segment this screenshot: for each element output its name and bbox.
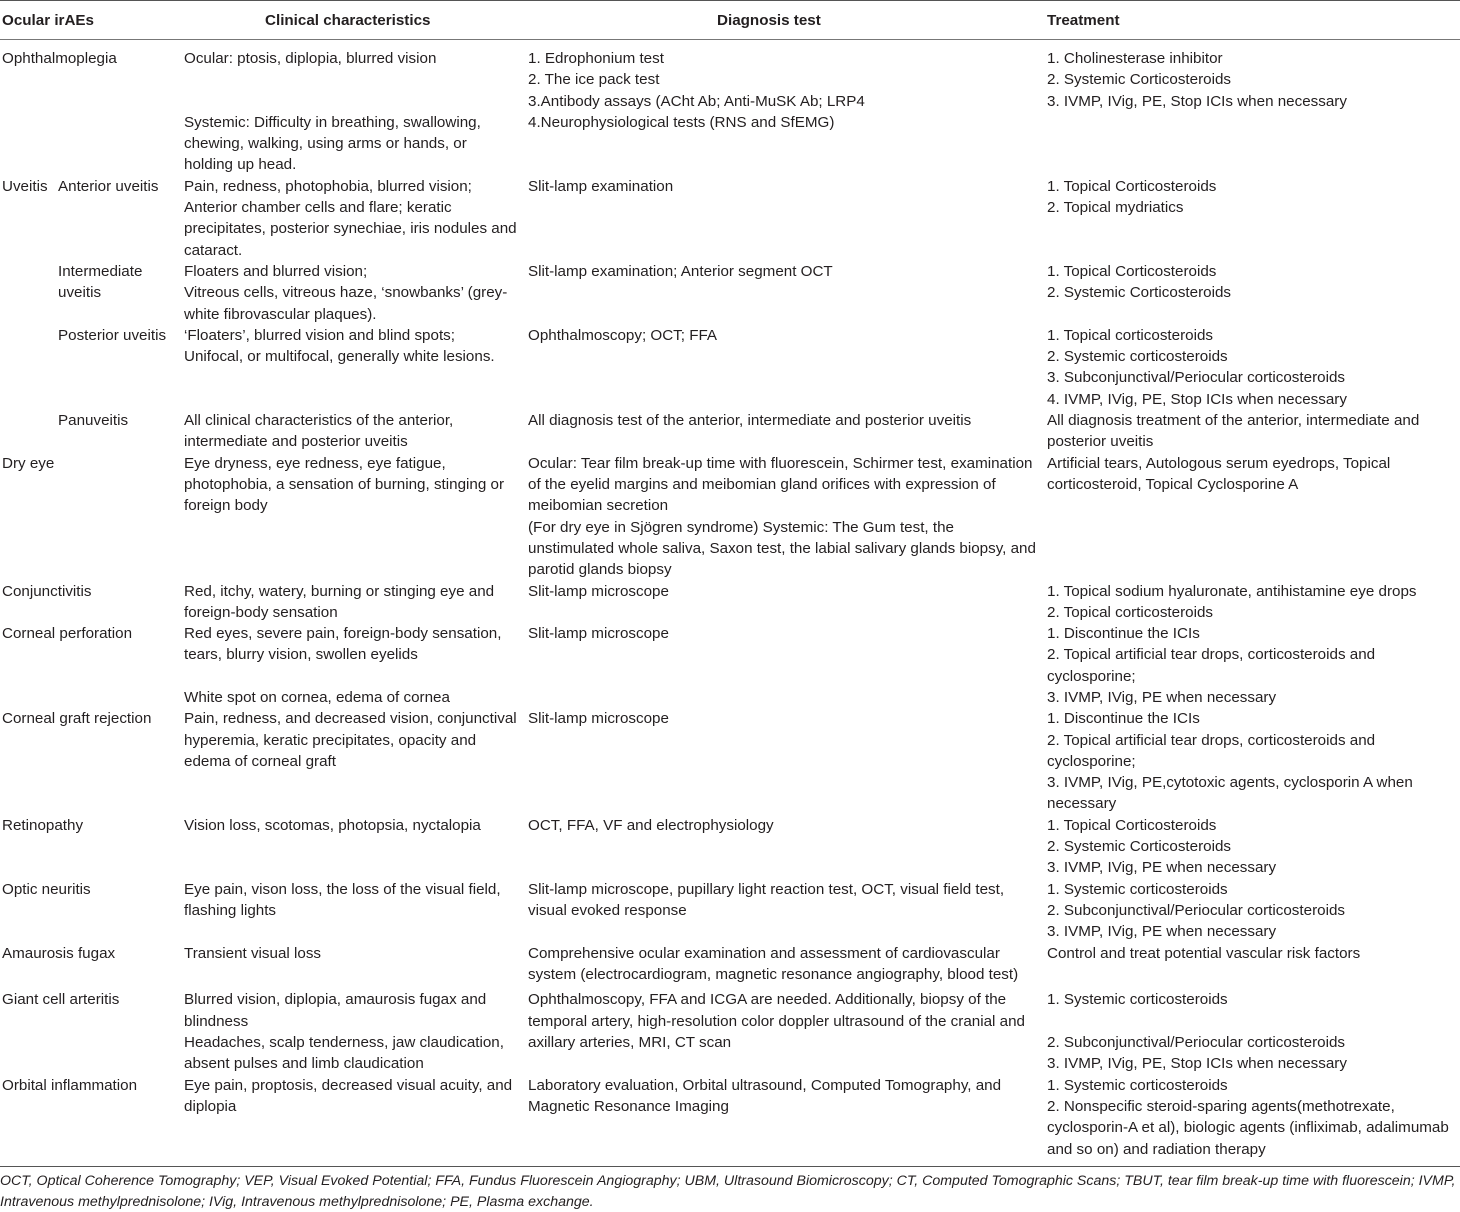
table-cell-r11c2 (184, 879, 501, 922)
table-cell-r7c4 (1047, 581, 1417, 624)
cell-line: Eye dryness, eye redness, eye fatigue, (184, 453, 504, 474)
cell-line: edema of corneal graft (184, 751, 517, 772)
table-cell-r6c2 (184, 453, 504, 517)
cell-line: 2. Systemic Corticosteroids (1047, 282, 1231, 303)
cell-line: holding up head. (184, 154, 481, 175)
cell-line: 1. Cholinesterase inhibitor (1047, 48, 1347, 69)
cell-line: 3. IVMP, IVig, PE,cytotoxic agents, cyclosporin A when (1047, 772, 1413, 793)
cell-line: 2. Systemic Corticosteroids (1047, 69, 1347, 90)
table-cell-r1c3 (528, 48, 865, 133)
table-cell-r4c3 (528, 325, 717, 346)
table-cell-r5c1b (58, 410, 128, 431)
cell-line: All clinical characteristics of the anterior, (184, 410, 453, 431)
cell-line: White spot on cornea, edema of cornea (184, 687, 450, 708)
cell-line: 2. Nonspecific steroid-sparing agents(methotrexate, (1047, 1096, 1449, 1117)
cell-line: Ophthalmoplegia (2, 48, 117, 69)
cell-line: white fibrovascular plaques). (184, 304, 507, 325)
cell-line: Slit-lamp examination (528, 176, 673, 197)
table-cell-r5c4 (1047, 410, 1419, 453)
cell-line: ‘Floaters’, blurred vision and blind spots; (184, 325, 495, 346)
table-cell-r14c2 (184, 1075, 512, 1118)
table-cell-r2c1b (58, 176, 158, 197)
cell-line: Headaches, scalp tenderness, jaw claudication, (184, 1032, 504, 1053)
table-cell-r9c3 (528, 708, 669, 729)
cell-line: Artificial tears, Autologous serum eyedrops, Topical (1047, 453, 1390, 474)
table-cell-r2c1 (2, 176, 48, 197)
cell-line: 1. Discontinue the ICIs (1047, 623, 1375, 644)
cell-line: 3. IVMP, IVig, PE when necessary (1047, 921, 1345, 942)
cell-line: Transient visual loss (184, 943, 321, 964)
table-cell-r10c3 (528, 815, 774, 836)
cell-line: blindness (184, 1011, 504, 1032)
cell-line: OCT, FFA, VF and electrophysiology (528, 815, 774, 836)
cell-line: Corneal graft rejection (2, 708, 151, 729)
cell-line: Red, itchy, watery, burning or stinging eye and (184, 581, 494, 602)
cell-line: Control and treat potential vascular risk factors (1047, 943, 1360, 964)
cell-line: 1. Systemic corticosteroids (1047, 879, 1345, 900)
cell-line: 1. Discontinue the ICIs (1047, 708, 1413, 729)
table-cell-r14c4 (1047, 1075, 1449, 1160)
cell-line: photophobia, a sensation of burning, stinging or (184, 474, 504, 495)
cell-line: unstimulated whole saliva, Saxon test, the labial salivary glands biopsy, and (528, 538, 1036, 559)
cell-line: Posterior uveitis (58, 325, 166, 346)
cell-line: chewing, walking, using arms or hands, or (184, 133, 481, 154)
table-cell-r8c3 (528, 623, 669, 644)
table-cell-r7c3 (528, 581, 669, 602)
cell-line: 3. Subconjunctival/Periocular corticosteroids (1047, 367, 1347, 388)
cell-line: Conjunctivitis (2, 581, 91, 602)
cell-line: 4.Neurophysiological tests (RNS and SfEMG) (528, 112, 865, 133)
footnote-line: OCT, Optical Coherence Tomography; VEP, Visual Evoked Potential; FFA, Fundus Fluorescein Angiography; UBM, Ultrasound Biomicroscopy; CT, Computed Tomographic Scans; TBUT, tear film break-up time with fluorescein; IVMP, (0, 1171, 1460, 1192)
cell-line: All diagnosis treatment of the anterior, intermediate and (1047, 410, 1419, 431)
table-cell-r7c1 (2, 581, 91, 602)
table-footnote (0, 1171, 1460, 1212)
cell-line: Systemic: Difficulty in breathing, swallowing, (184, 112, 481, 133)
cell-line: 1. Systemic corticosteroids (1047, 989, 1228, 1010)
cell-line: foreign body (184, 495, 504, 516)
table-cell-r10c4 (1047, 815, 1276, 879)
cell-line: Vitreous cells, vitreous haze, ‘snowbanks’ (grey- (184, 282, 507, 303)
table-cell-r13c4 (1047, 989, 1228, 1010)
table-cell-r1c2 (184, 48, 436, 69)
cell-line: Dry eye (2, 453, 54, 474)
table-cell-r8c2 (184, 623, 501, 666)
table-cell-r6c3 (528, 453, 1036, 581)
cell-line: Ophthalmoscopy, FFA and ICGA are needed. Additionally, biopsy of the (528, 989, 1025, 1010)
footnote-line: Intravenous methylprednisolone; IVig, Intravenous methylprednisolone; PE, Plasma exchange. (0, 1192, 1460, 1212)
cell-line: Slit-lamp microscope (528, 623, 669, 644)
table-cell-r2c4 (1047, 176, 1216, 219)
cell-line: diplopia (184, 1096, 512, 1117)
cell-line: 3. IVMP, IVig, PE, Stop ICIs when necessary (1047, 91, 1347, 112)
cell-line: Slit-lamp microscope (528, 708, 669, 729)
table-cell-r3c3 (528, 261, 833, 282)
table-cell-r7c2 (184, 581, 494, 624)
table-cell-r11c3 (528, 879, 1004, 922)
table-cell-r6c4 (1047, 453, 1390, 496)
table-header-row (0, 0, 1460, 40)
table-cell-r12c4 (1047, 943, 1360, 964)
cell-line: 2. Systemic Corticosteroids (1047, 836, 1276, 857)
cell-line: Uveitis (2, 176, 48, 197)
cell-line: Orbital inflammation (2, 1075, 137, 1096)
cell-line: Pain, redness, and decreased vision, conjunctival (184, 708, 517, 729)
cell-line: visual evoked response (528, 900, 1004, 921)
cell-line: absent pulses and limb claudication (184, 1053, 504, 1074)
table-cell-r4c4 (1047, 325, 1347, 410)
header-diagnosis-test: Diagnosis test (717, 10, 821, 31)
cell-line: cyclosporin-A et al), biologic agents (infliximab, adalimumab (1047, 1117, 1449, 1138)
table-cell-r4c1b (58, 325, 166, 346)
table-cell-r13c2 (184, 989, 504, 1074)
cell-line: (For dry eye in Sjögren syndrome) Systemic: The Gum test, the (528, 517, 1036, 538)
cell-line: system (electrocardiogram, magnetic resonance angiography, blood test) (528, 964, 1018, 985)
table-cell-r3c4 (1047, 261, 1231, 304)
table-cell-r8c4 (1047, 623, 1375, 708)
table-cell-r10c2 (184, 815, 481, 836)
cell-line: Retinopathy (2, 815, 83, 836)
cell-line: Red eyes, severe pain, foreign-body sensation, (184, 623, 501, 644)
cell-line: 2. Topical mydriatics (1047, 197, 1216, 218)
cell-line: Intermediate (58, 261, 142, 282)
cell-line: Eye pain, proptosis, decreased visual acuity, and (184, 1075, 512, 1096)
table-cell-r12c3 (528, 943, 1018, 986)
cell-line: 3. IVMP, IVig, PE when necessary (1047, 857, 1276, 878)
table-cell-r13c3 (528, 989, 1025, 1053)
table-cell-r13c4b (1047, 1032, 1347, 1075)
table-cell-r5c3 (528, 410, 971, 431)
cell-line: cyclosporine; (1047, 666, 1375, 687)
cell-line: 2. Topical artificial tear drops, corticosteroids and (1047, 730, 1413, 751)
cell-line: 1. Edrophonium test (528, 48, 865, 69)
cell-line: cataract. (184, 240, 517, 261)
cell-line: Optic neuritis (2, 879, 91, 900)
cell-line: Giant cell arteritis (2, 989, 119, 1010)
table-cell-r14c3 (528, 1075, 1001, 1118)
cell-line: Slit-lamp microscope (528, 581, 669, 602)
table-cell-r2c3 (528, 176, 673, 197)
cell-line: 1. Topical corticosteroids (1047, 325, 1347, 346)
cell-line: Ophthalmoscopy; OCT; FFA (528, 325, 717, 346)
cell-line: 2. Subconjunctival/Periocular corticosteroids (1047, 1032, 1347, 1053)
cell-line: Unifocal, or multifocal, generally white lesions. (184, 346, 495, 367)
cell-line: of the eyelid margins and meibomian gland orifices with expression of (528, 474, 1036, 495)
cell-line: Ocular: Tear film break-up time with fluorescein, Schirmer test, examination (528, 453, 1036, 474)
cell-line: Slit-lamp microscope, pupillary light reaction test, OCT, visual field test, (528, 879, 1004, 900)
cell-line: 3. IVMP, IVig, PE when necessary (1047, 687, 1375, 708)
table-cell-r13c1 (2, 989, 119, 1010)
cell-line: Panuveitis (58, 410, 128, 431)
table-cell-r12c2 (184, 943, 321, 964)
table-cell-r6c1 (2, 453, 54, 474)
cell-line: Laboratory evaluation, Orbital ultrasound, Computed Tomography, and (528, 1075, 1001, 1096)
table-cell-r4c2 (184, 325, 495, 368)
cell-line: 2. Topical corticosteroids (1047, 602, 1417, 623)
cell-line: Anterior chamber cells and flare; keratic (184, 197, 517, 218)
cell-line: foreign-body sensation (184, 602, 494, 623)
cell-line: 1. Topical sodium hyaluronate, antihistamine eye drops (1047, 581, 1417, 602)
cell-line: intermediate and posterior uveitis (184, 431, 453, 452)
table-cell-r12c1 (2, 943, 115, 964)
header-ocular-iraes: Ocular irAEs (2, 10, 94, 31)
cell-line: 4. IVMP, IVig, PE, Stop ICIs when necessary (1047, 389, 1347, 410)
table-cell-r8c1 (2, 623, 132, 644)
table-cell-r3c1b (58, 261, 142, 304)
cell-line: Eye pain, vison loss, the loss of the visual field, (184, 879, 501, 900)
cell-line: Amaurosis fugax (2, 943, 115, 964)
table-cell-r11c4 (1047, 879, 1345, 943)
table-cell-r9c1 (2, 708, 151, 729)
cell-line: Corneal perforation (2, 623, 132, 644)
table-cell-r11c1 (2, 879, 91, 900)
cell-line: temporal artery, high-resolution color doppler ultrasound of the cranial and (528, 1011, 1025, 1032)
cell-line: axillary arteries, MRI, CT scan (528, 1032, 1025, 1053)
cell-line: Ocular: ptosis, diplopia, blurred vision (184, 48, 436, 69)
table-cell-r3c2 (184, 261, 507, 325)
cell-line: necessary (1047, 793, 1413, 814)
cell-line: Comprehensive ocular examination and assessment of cardiovascular (528, 943, 1018, 964)
cell-line: meibomian secretion (528, 495, 1036, 516)
cell-line: Floaters and blurred vision; (184, 261, 507, 282)
cell-line: 1. Topical Corticosteroids (1047, 261, 1231, 282)
cell-line: 1. Systemic corticosteroids (1047, 1075, 1449, 1096)
header-clinical-characteristics: Clinical characteristics (265, 10, 430, 31)
table-cell-r2c2 (184, 176, 517, 261)
table-cell-r1c1 (2, 48, 117, 69)
table-bottom-rule (0, 1166, 1460, 1167)
cell-line: Anterior uveitis (58, 176, 158, 197)
cell-line: 2. Topical artificial tear drops, corticosteroids and (1047, 644, 1375, 665)
cell-line: Blurred vision, diplopia, amaurosis fugax and (184, 989, 504, 1010)
cell-line: posterior uveitis (1047, 431, 1419, 452)
cell-line: Slit-lamp examination; Anterior segment OCT (528, 261, 833, 282)
cell-line: 1. Topical Corticosteroids (1047, 815, 1276, 836)
cell-line: 3. IVMP, IVig, PE, Stop ICIs when necessary (1047, 1053, 1347, 1074)
table-cell-r1c2b (184, 112, 481, 176)
cell-line: flashing lights (184, 900, 501, 921)
cell-line: tears, blurry vision, swollen eyelids (184, 644, 501, 665)
table-cell-r9c2 (184, 708, 517, 772)
table-cell-r8c2b (184, 687, 450, 708)
cell-line: 1. Topical Corticosteroids (1047, 176, 1216, 197)
cell-line: Vision loss, scotomas, photopsia, nyctalopia (184, 815, 481, 836)
cell-line: All diagnosis test of the anterior, intermediate and posterior uveitis (528, 410, 971, 431)
cell-line: cyclosporine; (1047, 751, 1413, 772)
cell-line: corticosteroid, Topical Cyclosporine A (1047, 474, 1390, 495)
cell-line: hyperemia, keratic precipitates, opacity and (184, 730, 517, 751)
table-cell-r1c4 (1047, 48, 1347, 112)
cell-line: Magnetic Resonance Imaging (528, 1096, 1001, 1117)
table-cell-r14c1 (2, 1075, 137, 1096)
cell-line: 2. Systemic corticosteroids (1047, 346, 1347, 367)
header-treatment: Treatment (1047, 10, 1120, 31)
cell-line: precipitates, posterior synechiae, iris nodules and (184, 218, 517, 239)
cell-line: parotid glands biopsy (528, 559, 1036, 580)
cell-line: 3.Antibody assays (ACht Ab; Anti-MuSK Ab; LRP4 (528, 91, 865, 112)
cell-line: 2. Subconjunctival/Periocular corticosteroids (1047, 900, 1345, 921)
table-cell-r10c1 (2, 815, 83, 836)
table-cell-r5c2 (184, 410, 453, 453)
cell-line: 2. The ice pack test (528, 69, 865, 90)
cell-line: uveitis (58, 282, 142, 303)
cell-line: Pain, redness, photophobia, blurred vision; (184, 176, 517, 197)
table-cell-r9c4 (1047, 708, 1413, 814)
cell-line: and so on) and radiation therapy (1047, 1139, 1449, 1160)
